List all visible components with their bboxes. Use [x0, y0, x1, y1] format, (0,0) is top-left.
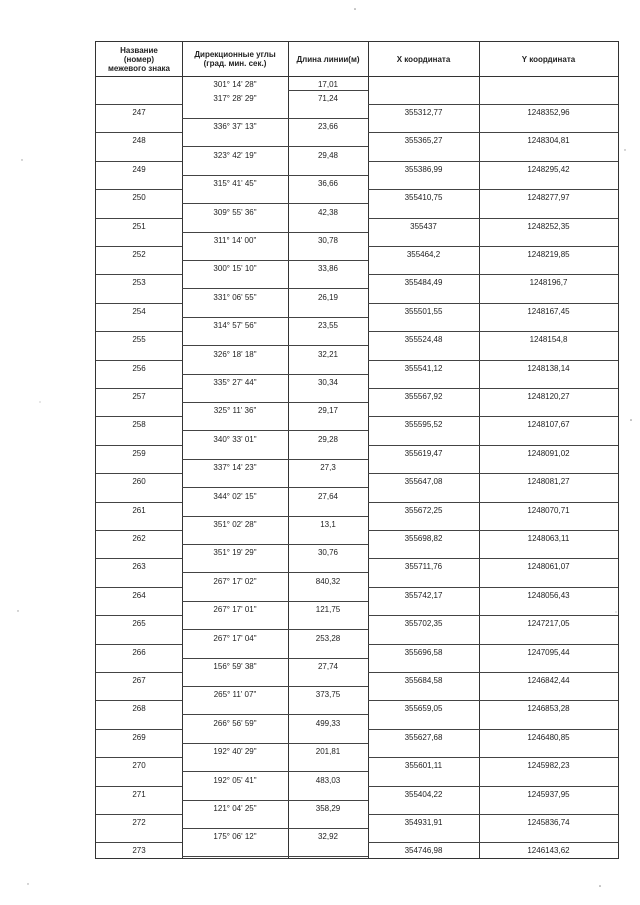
- row-line: [368, 416, 618, 417]
- x-coordinate: 355365,27: [404, 136, 443, 146]
- y-coordinate: 1248352,96: [527, 108, 570, 117]
- row-line: [96, 274, 182, 275]
- line-length: 30,76: [317, 548, 339, 558]
- direction-angle: 315° 41' 45": [213, 179, 257, 189]
- x-coordinate: 355386,99: [404, 164, 443, 174]
- table-row: [96, 460, 618, 488]
- x-coordinate: 355672,25: [404, 505, 443, 515]
- x-coordinate: 355567,92: [404, 392, 443, 401]
- table-row: [96, 261, 618, 289]
- table-row: [96, 290, 618, 318]
- header-y: Y координата: [521, 54, 576, 64]
- table-row: [96, 829, 618, 857]
- y-coordinate: 1248277,97: [527, 193, 570, 203]
- row-line: [368, 700, 618, 701]
- row-line: [96, 729, 182, 730]
- table-row: [96, 375, 618, 403]
- table-row: [96, 233, 618, 261]
- direction-angle: 323° 42' 19": [213, 150, 257, 160]
- row-line: [368, 445, 618, 446]
- direction-angle: 325° 11' 36": [213, 406, 257, 416]
- row-line: [96, 644, 182, 645]
- direction-angle: 266° 56' 59": [213, 718, 257, 728]
- row-line: [96, 615, 182, 616]
- y-coordinate: 1248081,27: [527, 477, 570, 487]
- boundary-mark-name: 247: [132, 108, 146, 117]
- x-coordinate: 355647,08: [404, 477, 443, 487]
- x-coordinate: 355659,05: [404, 704, 443, 714]
- row-line: [368, 644, 618, 645]
- boundary-mark-name: 257: [132, 392, 146, 401]
- line-length: 29,48: [317, 150, 339, 160]
- row-line: [96, 786, 182, 787]
- y-coordinate: 1245836,74: [527, 818, 570, 827]
- y-coordinate: 1248061,07: [527, 562, 570, 572]
- boundary-mark-name: 259: [132, 448, 146, 458]
- direction-angle: 314° 57' 56": [213, 321, 257, 331]
- row-line: [96, 161, 182, 162]
- direction-angle: 351° 19' 29": [213, 548, 257, 558]
- x-coordinate: 355601,11: [404, 761, 443, 771]
- y-coordinate: 1245937,95: [527, 789, 570, 799]
- row-line: [96, 445, 182, 446]
- row-line: [368, 104, 618, 105]
- table-header: [96, 42, 618, 77]
- line-length: 36,66: [317, 179, 339, 189]
- y-coordinate: 1246842,44: [527, 676, 570, 685]
- x-coordinate: 355696,58: [404, 647, 443, 657]
- direction-angle: 335° 27' 44": [213, 378, 257, 387]
- row-line: [96, 842, 182, 843]
- line-length: 23,55: [317, 321, 339, 331]
- boundary-mark-name: 249: [132, 164, 146, 174]
- table-row: [96, 347, 618, 375]
- boundary-mark-name: 254: [132, 306, 146, 316]
- line-length: 840,32: [315, 576, 341, 586]
- y-coordinate: 1247217,05: [527, 619, 570, 629]
- row-line: [182, 856, 368, 857]
- line-length: 358,29: [315, 804, 341, 813]
- boundary-mark-name: 255: [132, 335, 146, 345]
- y-coordinate: 1245982,23: [527, 761, 570, 771]
- row-line: [96, 814, 182, 815]
- x-coordinate: 355619,47: [404, 448, 443, 458]
- table-row: [96, 659, 618, 687]
- y-coordinate: 1248252,35: [527, 221, 570, 231]
- row-line: [368, 331, 618, 332]
- x-coordinate: 355627,68: [404, 732, 443, 742]
- row-line: [368, 558, 618, 559]
- boundary-mark-name: 270: [132, 761, 146, 771]
- boundary-mark-name: 263: [132, 562, 146, 572]
- row-line: [368, 189, 618, 190]
- boundary-mark-name: 272: [132, 818, 146, 827]
- y-coordinate: 1248063,11: [527, 534, 570, 543]
- header-length: Длина линии(м): [296, 54, 360, 64]
- table-row: [96, 687, 618, 715]
- row-line: [96, 303, 182, 304]
- table-row: [96, 716, 618, 744]
- line-length: 32,21: [317, 349, 339, 359]
- table-row: [96, 574, 618, 602]
- y-coordinate: 1248091,02: [527, 448, 570, 458]
- boundary-mark-name: 269: [132, 732, 146, 742]
- line-length: 29,28: [317, 434, 339, 444]
- direction-angle: 317° 28' 29": [213, 94, 257, 103]
- y-coordinate: 1248196,7: [529, 278, 568, 288]
- line-length: 483,03: [315, 775, 341, 785]
- row-line: [368, 587, 618, 588]
- boundary-mark-name: 261: [132, 505, 146, 515]
- y-coordinate: 1248138,14: [527, 363, 570, 373]
- direction-angle: 267° 17' 04": [213, 633, 257, 643]
- row-line: [96, 700, 182, 701]
- row-line: [96, 360, 182, 361]
- line-length: 26,19: [317, 292, 339, 302]
- line-length: 253,28: [315, 633, 341, 643]
- x-coordinate: 355524,48: [404, 335, 443, 345]
- y-coordinate: 1248295,42: [527, 164, 570, 174]
- row-line: [96, 672, 182, 673]
- direction-angle: 175° 06' 12": [213, 832, 257, 842]
- y-coordinate: 1246853,28: [527, 704, 570, 714]
- boundary-mark-name: 250: [132, 193, 146, 203]
- boundary-mark-name: 273: [132, 846, 146, 856]
- line-length: 33,86: [317, 264, 339, 274]
- x-coordinate: 354931,91: [404, 818, 443, 827]
- x-coordinate: 355742,17: [404, 590, 443, 600]
- direction-angle: 265° 11' 07": [213, 690, 257, 700]
- line-length: 42,38: [317, 207, 339, 217]
- line-length: 29,17: [317, 406, 339, 416]
- x-coordinate: 355702,35: [404, 619, 443, 629]
- row-line: [368, 757, 618, 758]
- row-line: [368, 132, 618, 133]
- boundary-mark-name: 251: [132, 221, 146, 231]
- boundary-mark-name: 262: [132, 534, 146, 543]
- row-line: [96, 132, 182, 133]
- x-coordinate: 355595,52: [404, 420, 443, 430]
- row-line: [96, 331, 182, 332]
- direction-angle: 267° 17' 02": [213, 576, 257, 586]
- x-coordinate: 355437: [410, 221, 437, 231]
- y-coordinate: 1248107,67: [527, 420, 570, 430]
- direction-angle: 192° 40' 29": [213, 747, 257, 757]
- row-line: [368, 530, 618, 531]
- x-coordinate: 355684,58: [404, 676, 443, 685]
- table-body: [96, 77, 618, 858]
- x-coordinate: 355541,12: [404, 363, 443, 373]
- row-line: [368, 842, 618, 843]
- boundary-mark-name: 264: [132, 590, 146, 600]
- boundary-mark-name: 268: [132, 704, 146, 714]
- row-line: [368, 786, 618, 787]
- first-segment-row: [96, 77, 618, 91]
- line-length: 30,78: [317, 236, 339, 245]
- x-coordinate: 355484,49: [404, 278, 443, 288]
- table-row: [96, 176, 618, 204]
- table-row: [96, 489, 618, 517]
- y-coordinate: 1248120,27: [527, 392, 570, 401]
- boundary-mark-name: 260: [132, 477, 146, 487]
- table-row: [96, 205, 618, 233]
- row-line: [96, 587, 182, 588]
- y-coordinate: 1248304,81: [527, 136, 570, 146]
- direction-angle: 121° 04' 25": [213, 804, 257, 813]
- x-coordinate: 355410,75: [404, 193, 443, 203]
- boundary-mark-name: 252: [132, 250, 146, 259]
- direction-angle: 300° 15' 10": [213, 264, 257, 274]
- row-line: [96, 502, 182, 503]
- line-length: 121,75: [315, 605, 341, 615]
- table-row: [96, 91, 618, 119]
- line-length: 499,33: [315, 718, 341, 728]
- y-coordinate: 1248154,8: [529, 335, 568, 345]
- row-line: [96, 473, 182, 474]
- direction-angle: 344° 02' 15": [213, 491, 257, 501]
- line-length: 71,24: [317, 94, 339, 103]
- direction-angle: 309° 55' 36": [213, 207, 257, 217]
- direction-angle: 337° 14' 23": [213, 463, 257, 473]
- direction-angle: 311° 14' 00": [213, 236, 257, 245]
- line-length: 32,92: [317, 832, 339, 842]
- y-coordinate: 1248167,45: [527, 306, 570, 316]
- x-coordinate: 355501,55: [404, 306, 443, 316]
- y-coordinate: 1248056,43: [527, 590, 570, 600]
- row-line: [368, 814, 618, 815]
- boundary-mark-name: 248: [132, 136, 146, 146]
- coordinates-table: [95, 41, 619, 859]
- direction-angle: 326° 18' 18": [213, 349, 257, 359]
- y-coordinate: 1248219,85: [527, 250, 570, 259]
- direction-angle: 156° 59' 38": [213, 662, 257, 671]
- line-length: 373,75: [315, 690, 341, 700]
- x-coordinate: 355404,22: [404, 789, 443, 799]
- row-line: [368, 672, 618, 673]
- row-line: [96, 218, 182, 219]
- row-line: [96, 189, 182, 190]
- table-row: [96, 545, 618, 573]
- row-line: [368, 360, 618, 361]
- y-coordinate: 1248070,71: [527, 505, 570, 515]
- row-line: [368, 246, 618, 247]
- table-row: [96, 318, 618, 346]
- row-line: [368, 729, 618, 730]
- boundary-mark-name: 258: [132, 420, 146, 430]
- table-row: [96, 432, 618, 460]
- table-row: [96, 631, 618, 659]
- header-angle: Дирекционные углы (град. мин. сек.): [194, 50, 276, 68]
- y-coordinate: 1246480,85: [527, 732, 570, 742]
- table-row: [96, 517, 618, 545]
- row-line: [368, 502, 618, 503]
- direction-angle: 192° 05' 41": [213, 775, 257, 785]
- line-length: 13,1: [320, 520, 336, 529]
- table-row: [96, 148, 618, 176]
- line-length: 23,66: [317, 122, 339, 132]
- direction-angle: 331° 06' 55": [213, 292, 257, 302]
- row-line: [96, 104, 182, 105]
- boundary-mark-name: 256: [132, 363, 146, 373]
- row-line: [96, 558, 182, 559]
- line-length: 27,74: [317, 662, 339, 671]
- x-coordinate: 355312,77: [404, 108, 443, 117]
- header-x: X координата: [396, 54, 451, 64]
- row-line: [368, 274, 618, 275]
- boundary-mark-name: 266: [132, 647, 146, 657]
- row-line: [368, 388, 618, 389]
- y-coordinate: 1246143,62: [527, 846, 570, 856]
- x-coordinate: 355464,2: [406, 250, 441, 259]
- direction-angle: 267° 17' 01": [213, 605, 257, 615]
- row-line: [368, 218, 618, 219]
- direction-angle: 340° 33' 01": [213, 434, 257, 444]
- header-name: Название (номер) межевого знака: [107, 45, 171, 73]
- row-line: [96, 246, 182, 247]
- direction-angle: 351° 02' 28": [213, 520, 257, 529]
- row-line: [368, 161, 618, 162]
- direction-angle: 336° 37' 13": [213, 122, 257, 132]
- row-line: [96, 416, 182, 417]
- row-line: [368, 473, 618, 474]
- first-segment-angle: 301° 14' 28": [213, 80, 257, 89]
- line-length: 27,3: [320, 463, 336, 473]
- boundary-mark-name: 267: [132, 676, 146, 685]
- row-line: [96, 530, 182, 531]
- boundary-mark-name: 265: [132, 619, 146, 629]
- line-length: 201,81: [315, 747, 341, 757]
- row-line: [96, 757, 182, 758]
- row-line: [96, 388, 182, 389]
- boundary-mark-name: 271: [132, 789, 146, 799]
- table-row: [96, 403, 618, 431]
- table-row: [96, 744, 618, 772]
- line-length: 27,64: [317, 491, 339, 501]
- table-row: [96, 119, 618, 147]
- y-coordinate: 1247095,44: [527, 647, 570, 657]
- table-row: [96, 773, 618, 801]
- row-line: [368, 303, 618, 304]
- x-coordinate: 355711,76: [404, 562, 443, 572]
- line-length: 30,34: [317, 378, 339, 387]
- x-coordinate: 354746,98: [404, 846, 443, 856]
- first-segment-length: 17,01: [317, 80, 339, 89]
- table-row: [96, 801, 618, 829]
- x-coordinate: 355698,82: [404, 534, 443, 543]
- table-row: [96, 602, 618, 630]
- boundary-mark-name: 253: [132, 278, 146, 288]
- row-line: [368, 615, 618, 616]
